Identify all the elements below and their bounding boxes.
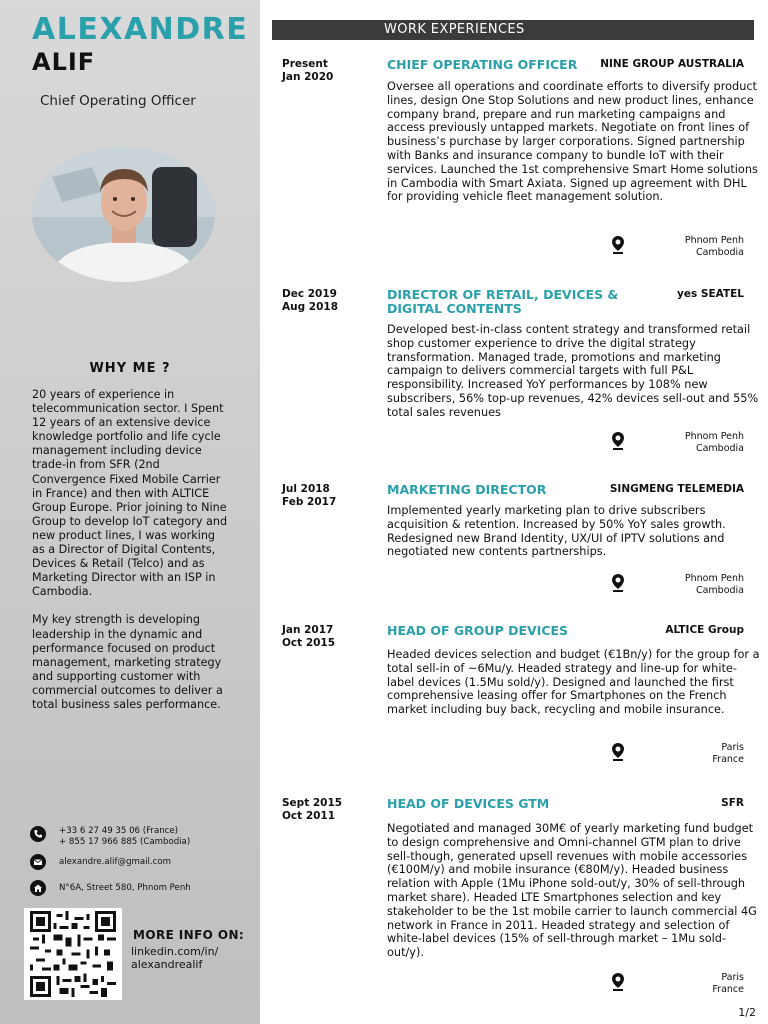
job-date-end: Present	[282, 58, 328, 70]
linkedin-link-line-1: linkedin.com/in/	[131, 945, 219, 958]
linkedin-link[interactable]	[131, 945, 218, 971]
job-dates	[282, 58, 333, 84]
job-entry	[272, 483, 762, 603]
job-company: NINE GROUP AUSTRALIA	[600, 58, 744, 70]
job-entry	[272, 288, 762, 463]
why-me-paragraph-2: My key strength is developing leadership in the dynamic and performance focused on product management, marketing strategy and supporting customer with commercial outcomes to deliver a total business sales performance.	[32, 613, 223, 711]
job-description: Implemented yearly marketing plan to drive subscribers acquisition & retention. Increased by 50% YoY sales growth. Redesigned new Brand Identity, UX/UI of IPTV solutions and negotiated new contents partnerships.	[387, 504, 726, 559]
qr-code[interactable]	[24, 908, 122, 1000]
email-address[interactable]: alexandre.alif@gmail.com	[59, 857, 172, 867]
job-location	[712, 742, 744, 766]
job-date-end: Jan 2017	[282, 624, 334, 636]
job-title: HEAD OF GROUP DEVICES	[387, 623, 569, 638]
job-entry	[272, 58, 762, 268]
linkedin-link-line-2: alexandrealif	[131, 958, 203, 971]
last-name: ALIF	[32, 48, 96, 76]
more-info-title: MORE INFO ON:	[133, 928, 245, 942]
location-pin-icon	[610, 972, 626, 992]
job-date-end: Jul 2018	[282, 483, 330, 495]
phone-cambodia: + 855 17 966 885 (Cambodia)	[59, 836, 191, 847]
job-country: Cambodia	[695, 247, 744, 258]
job-dates	[282, 797, 342, 823]
page-number: 1/2	[738, 1006, 756, 1019]
contact-email	[30, 854, 171, 870]
sidebar	[0, 0, 260, 1024]
why-me-title: WHY ME ?	[89, 361, 171, 376]
job-location	[712, 972, 744, 996]
contact-phone	[30, 826, 190, 847]
job-company: SFR	[721, 797, 744, 809]
job-date-start: Jan 2020	[282, 71, 334, 83]
contact-address	[30, 880, 191, 896]
job-description: Oversee all operations and coordinate efforts to diversify product lines, design One Stop Solutions and new product lines, enhance company brand, prepare and run marketing campaigns and access previously untapped markets. Negotiate on front lines of business’s purchase by larger corporations. Signed partnership with Banks and insurance company to bundle IoT with their services. Launched the 1st comprehensive Smart Home solutions in Cambodia with Smart Axiata. Signed up agreement with DHL for providing vehicle fleet management solution.	[387, 80, 758, 204]
job-city: Paris	[721, 972, 744, 983]
job-company: yes SEATEL	[677, 288, 744, 300]
email-icon	[30, 854, 46, 870]
job-title: HEAD OF DEVICES GTM	[387, 796, 550, 811]
job-entry	[272, 624, 762, 774]
job-country: France	[712, 754, 744, 765]
job-company: ALTICE Group	[665, 624, 744, 636]
job-description: Developed best-in-class content strategy and transformed retail shop customer experience to drive the digital strategy transformation. Managed trade, promotions and marketing campaign to delivers commercial targets with full P&L responsibility. Increased YoY performances by 108% new subscribers, 56% top-up revenues, 42% devices sell-out and 55% total sales revenues	[387, 323, 759, 419]
job-date-start: Oct 2015	[282, 637, 336, 649]
why-me-text	[32, 388, 230, 726]
location-pin-icon	[610, 235, 626, 255]
job-date-start: Aug 2018	[282, 301, 338, 313]
job-location	[685, 431, 744, 455]
job-title: MARKETING DIRECTOR	[387, 482, 547, 497]
location-pin-icon	[610, 573, 626, 593]
job-title: DIRECTOR OF RETAIL, DEVICES & DIGITAL CONTENTS	[387, 287, 619, 316]
job-location	[685, 573, 744, 597]
phone-icon	[30, 826, 46, 842]
job-city: Paris	[721, 742, 744, 753]
job-city: Phnom Penh	[684, 235, 744, 246]
job-city: Phnom Penh	[684, 573, 744, 584]
section-title: WORK EXPERIENCES	[384, 22, 525, 37]
job-location	[685, 235, 744, 259]
section-header	[272, 20, 754, 40]
location-pin-icon	[610, 742, 626, 762]
street-address: N°6A, Street 580, Phnom Penh	[59, 883, 191, 893]
job-country: France	[712, 984, 744, 995]
first-name: ALEXANDRE	[32, 12, 249, 47]
job-date-start: Feb 2017	[282, 496, 337, 508]
job-entry	[272, 797, 762, 1002]
job-city: Phnom Penh	[684, 431, 744, 442]
job-company: SINGMENG TELEMEDIA	[609, 483, 744, 495]
job-dates	[282, 288, 338, 314]
job-dates	[282, 624, 335, 650]
phone-france: +33 6 27 49 35 06 (France)	[59, 826, 179, 836]
home-icon	[30, 880, 46, 896]
job-title: CHIEF OPERATING OFFICER	[387, 57, 578, 72]
job-role: Chief Operating Officer	[40, 93, 196, 109]
job-date-end: Dec 2019	[282, 288, 337, 300]
job-description: Negotiated and managed 30M€ of yearly marketing fund budget to design comprehensive and Omni-channel GTM plan to drive sell-though, generated upsell revenues with mobile accessories (€100M/y) and mobile insurance (€80M/y). Headed business relation with Apple (1Mu iPhone sold-out/y, 30% of sell-through market share). Headed LTE Smartphones selection and key stakeholder to be the 1st mobile carrier to launch commercial 4G network in France in 2011. Headed strategy and selection of white-label devices (15% of sell-through market – 1Mu sold-out/y).	[387, 822, 757, 960]
job-country: Cambodia	[695, 585, 744, 596]
job-date-end: Sept 2015	[282, 797, 343, 809]
job-country: Cambodia	[695, 443, 744, 454]
job-date-start: Oct 2011	[282, 810, 336, 822]
why-me-paragraph-1: 20 years of experience in telecommunication sector. I Spent 12 years of an extensive device knowledge portfolio and life cycle management including device trade-in from SFR (2nd Convergence Fixed Mobile Carrier in France) and then with ALTICE Group Europe. Prior joining to Nine Group to develop IoT category and new product lines, I was working as a Director of Digital Contents, Devices & Retail (Telco) and as Marketing Director with an ISP in Cambodia.	[32, 388, 228, 599]
job-description: Headed devices selection and budget (€1Bn/y) for the group for a total sell-in of ~6Mu/y. Headed strategy and line-up for white-label devices (1.5Mu sold/y). Designed and launched the first comprehensive leasing offer for Smartphones on the French market including buy back, recycling and mobile insurance.	[387, 648, 760, 717]
location-pin-icon	[610, 431, 626, 451]
profile-photo	[32, 147, 215, 282]
job-dates	[282, 483, 336, 509]
